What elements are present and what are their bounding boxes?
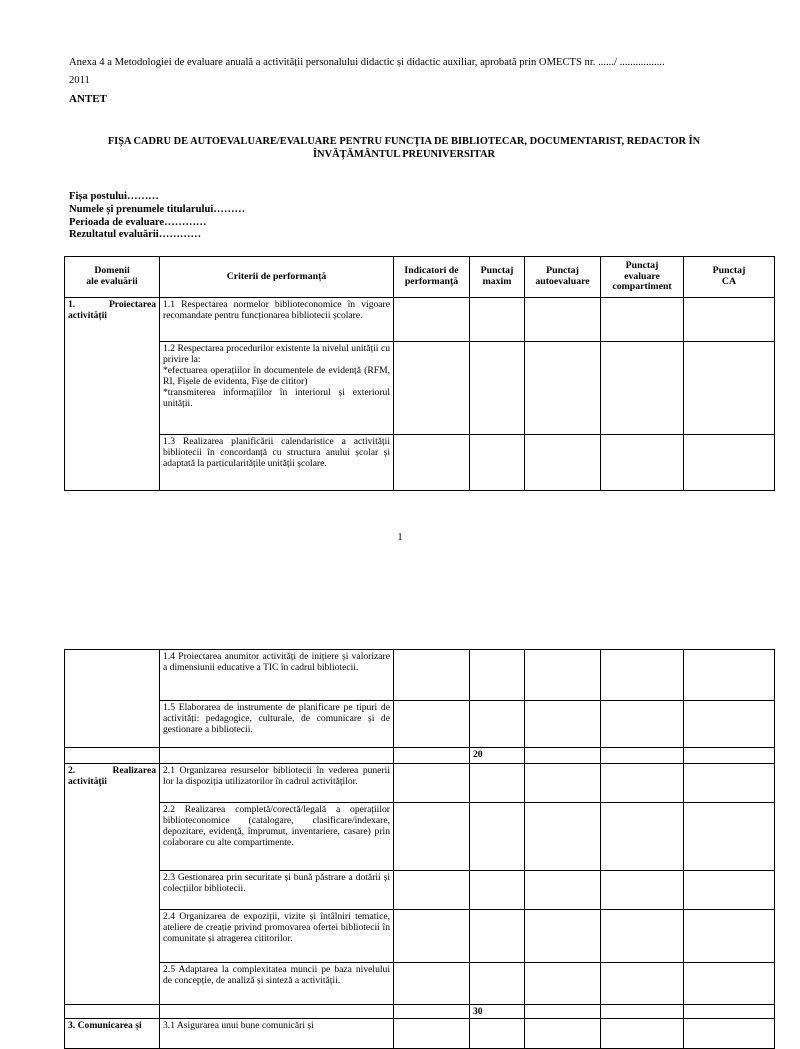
self-evaluation-cell[interactable] [525,701,601,748]
department-evaluation-cell[interactable] [601,764,684,803]
self-evaluation-cell[interactable] [525,650,601,701]
domain-3-cell: 3. Comunicarea și [65,1019,160,1049]
field-holder-name: Numele și prenumele titularului……… [69,203,246,215]
table-row [65,871,775,910]
header-ca-points: Punctaj CA [684,257,775,298]
self-evaluation-cell[interactable] [525,963,601,1005]
max-points-cell[interactable] [470,298,525,342]
evaluation-table-page-1 [64,256,775,491]
criterion-2-1: 2.1 Organizarea resurselor bibliotecii în vederea punerii lor la dispoziția utilizatorilor în cadrul activităților. [160,764,394,803]
ca-points-cell[interactable] [684,650,775,701]
self-evaluation-cell[interactable] [525,342,601,435]
document-title [69,135,739,161]
ca-points-cell[interactable] [684,701,775,748]
max-points-cell[interactable] [470,963,525,1005]
letterhead-label: ANTET [69,93,107,105]
section-1-max-points: 20 [470,748,525,764]
max-points-cell[interactable] [470,1019,525,1049]
section-total-row [65,748,775,764]
table-row [65,650,775,701]
department-evaluation-cell[interactable] [601,1019,684,1049]
criterion-1-3: 1.3 Realizarea planificării calendaristice a activității bibliotecii în concordanță cu structura anului școlar și adaptată la particularitățile unității școlare. [160,435,394,491]
department-evaluation-cell[interactable] [601,342,684,435]
max-points-cell[interactable] [470,871,525,910]
max-points-cell[interactable] [470,650,525,701]
section-total-row [65,1005,775,1019]
field-evaluation-period: Perioada de evaluare………… [69,216,207,228]
criterion-1-1: 1.1 Respectarea normelor biblioteconomice în vigoare recomandate pentru funcționarea bibliotecii școlare. [160,298,394,342]
self-evaluation-cell[interactable] [525,803,601,871]
header-self-evaluation: Punctaj autoevaluare [525,257,601,298]
ca-points-cell[interactable] [684,871,775,910]
evaluation-table-page-2 [64,649,775,1049]
annex-line-1: Anexa 4 a Metodologiei de evaluare anuală a activității personalului didactic și didactic auxiliar, aprobată prin OMECTS nr. ....../ ................. [69,57,665,68]
indicator-cell[interactable] [394,435,470,491]
table-row [65,803,775,871]
annex-line-2: 2011 [69,75,90,86]
table-row [65,764,775,803]
criterion-2-2: 2.2 Realizarea completă/corectă/legală a operațiilor biblioteconomice (catalogare, clasificare/indexare, depozitare, evidență, împrumut, inventariere, casare) prin colaborare cu alte compartimente. [160,803,394,871]
table-row [65,910,775,963]
ca-points-cell[interactable] [684,803,775,871]
table-header-row [65,257,775,298]
table-row [65,963,775,1005]
criterion-2-5: 2.5 Adaptarea la complexitatea muncii pe baza nivelului de concepție, de analiză și sinteză a activității. [160,963,394,1005]
indicator-cell[interactable] [394,764,470,803]
header-criteria: Criterii de performanță [160,257,394,298]
max-points-cell[interactable] [470,435,525,491]
domain-2-cell: 2. Realizarea activității [65,764,160,1005]
table-row [65,701,775,748]
table-row [65,342,775,435]
page-number: 1 [397,532,403,543]
domain-1-continued-cell [65,650,160,748]
criterion-1-5: 1.5 Elaborarea de instrumente de planificare pe tipuri de activități: pedagogice, culturale, de comunicare și de gestionare a bibliotecii. [160,701,394,748]
max-points-cell[interactable] [470,803,525,871]
indicator-cell[interactable] [394,298,470,342]
self-evaluation-cell[interactable] [525,298,601,342]
domain-1-cell: 1. Proiectarea activității [65,298,160,491]
field-job-description: Fișa postului……… [69,191,159,202]
ca-points-cell[interactable] [684,910,775,963]
header-department-evaluation: Punctaj evaluare compartiment [601,257,684,298]
indicator-cell[interactable] [394,803,470,871]
indicator-cell[interactable] [394,701,470,748]
title-line-2: ÎNVĂȚĂMÂNTUL PREUNIVERSITAR [313,149,495,160]
table-row [65,1019,775,1049]
field-evaluation-result: Rezultatul evaluării………… [69,229,202,241]
department-evaluation-cell[interactable] [601,871,684,910]
indicator-cell[interactable] [394,1019,470,1049]
ca-points-cell[interactable] [684,298,775,342]
indicator-cell[interactable] [394,342,470,435]
header-indicators: Indicatori de performanță [394,257,470,298]
header-max-points: Punctaj maxim [470,257,525,298]
criterion-2-3: 2.3 Gestionarea prin securitate și bună păstrare a dotării și colecțiilor bibliotecii. [160,871,394,910]
indicator-cell[interactable] [394,871,470,910]
self-evaluation-cell[interactable] [525,871,601,910]
max-points-cell[interactable] [470,701,525,748]
department-evaluation-cell[interactable] [601,803,684,871]
table-row [65,435,775,491]
department-evaluation-cell[interactable] [601,298,684,342]
self-evaluation-cell[interactable] [525,1019,601,1049]
ca-points-cell[interactable] [684,435,775,491]
section-2-max-points: 30 [470,1005,525,1019]
header-domains: Domenii ale evaluării [65,257,160,298]
max-points-cell[interactable] [470,342,525,435]
ca-points-cell[interactable] [684,342,775,435]
criterion-1-4: 1.4 Proiectarea anumitor activități de inițiere și valorizare a dimensiunii educative a TIC în cadrul bibliotecii. [160,650,394,701]
max-points-cell[interactable] [470,910,525,963]
self-evaluation-cell[interactable] [525,764,601,803]
title-line-1: FIȘA CADRU DE AUTOEVALUARE/EVALUARE PENTRU FUNCȚIA DE BIBLIOTECAR, DOCUMENTARIST, REDACTOR ÎN [107,136,701,147]
annex-reference [69,54,737,90]
self-evaluation-cell[interactable] [525,910,601,963]
department-evaluation-cell[interactable] [601,963,684,1005]
indicator-cell[interactable] [394,650,470,701]
department-evaluation-cell[interactable] [601,650,684,701]
department-evaluation-cell[interactable] [601,435,684,491]
self-evaluation-cell[interactable] [525,435,601,491]
max-points-cell[interactable] [470,764,525,803]
indicator-cell[interactable] [394,963,470,1005]
indicator-cell[interactable] [394,910,470,963]
ca-points-cell[interactable] [684,764,775,803]
table-row [65,298,775,342]
evaluation-fields [69,191,245,242]
ca-points-cell[interactable] [684,1019,775,1049]
ca-points-cell[interactable] [684,963,775,1005]
department-evaluation-cell[interactable] [601,910,684,963]
department-evaluation-cell[interactable] [601,701,684,748]
criterion-2-4: 2.4 Organizarea de expoziții, vizite și întâlniri tematice, ateliere de creație privind promovarea ofertei bibliotecii în comunitate și atragerea cititorilor. [160,910,394,963]
criterion-1-2: 1.2 Respectarea procedurilor existente la nivelul unității cu privire la: *efectuarea operațiilor în documentele de evidență (RFM, RI, Fișele de evidenta, Fișe de cititor) *transmiterea informațiilor în interiorul și exteriorul unității. [160,342,394,435]
criterion-3-1: 3.1 Asigurarea unui bune comunicări și [160,1019,394,1049]
